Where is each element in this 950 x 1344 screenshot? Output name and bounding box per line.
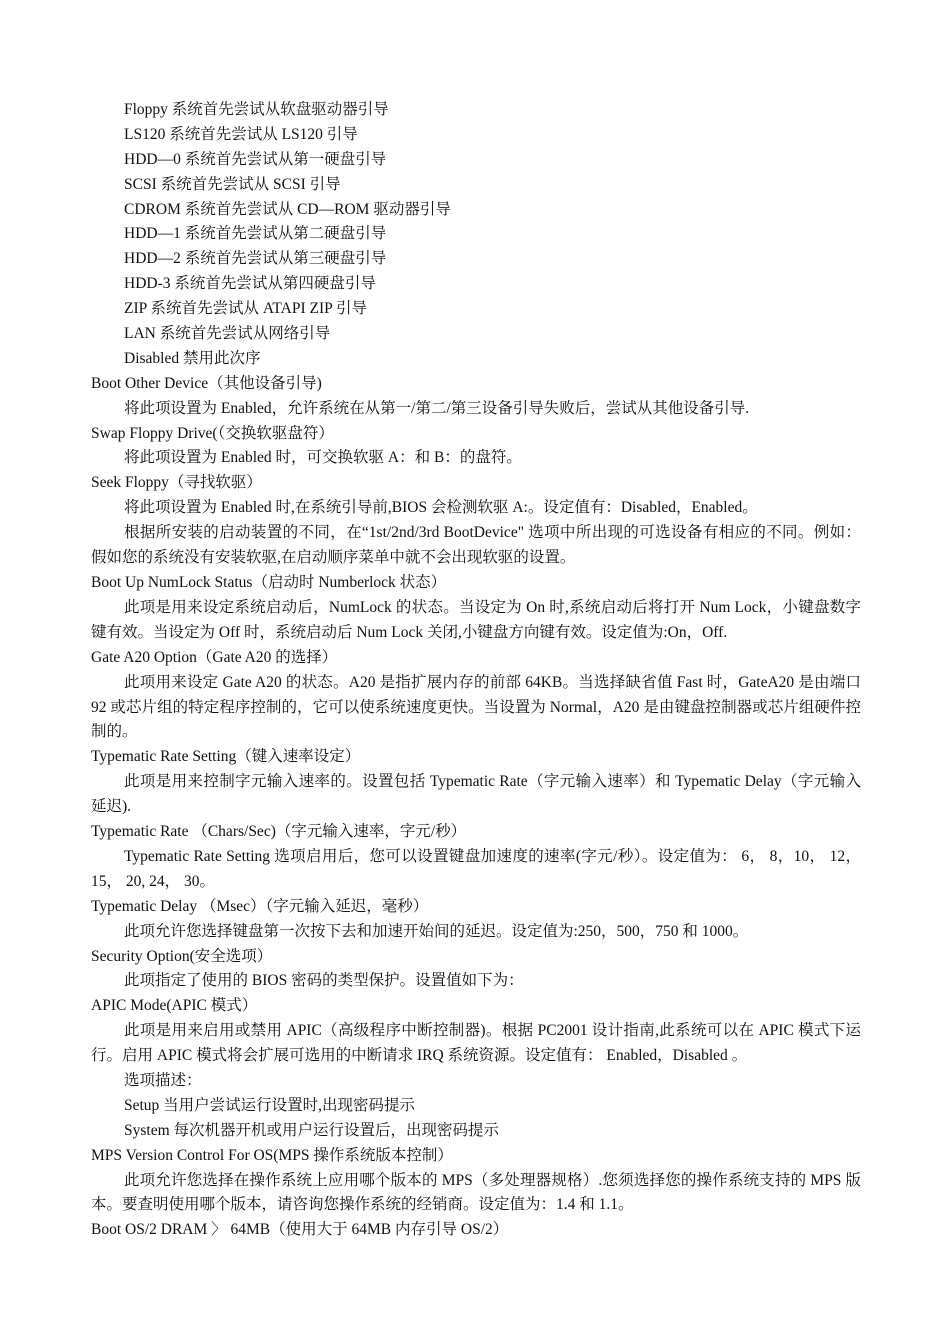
boot-option-scsi: SCSI 系统首先尝试从 SCSI 引导 xyxy=(124,175,341,193)
section-heading-boot-os2-dram: Boot OS/2 DRAM 〉 64MB（使用大于 64MB 内存引导 OS/2） xyxy=(91,1221,509,1239)
apic-mode-text: 此项是用来启用或禁用 APIC（高级程序中断控制器)。根据 PC2001 设计指南,此系统可以在 APIC 模式下运行。启用 APIC 模式将会扩展可选用的中断请求 IRQ 系统资源。设定值有： Enabled，Disabled 。 xyxy=(91,1022,861,1065)
swap-floppy-text: 将此项设置为 Enabled 时，可交换软驱 A：和 B：的盘符。 xyxy=(124,449,522,467)
boot-option-lan: LAN 系统首先尝试从网络引导 xyxy=(124,325,331,343)
boot-option-cdrom: CDROM 系统首先尝试从 CD—ROM 驱动器引导 xyxy=(124,200,451,218)
boot-option-floppy: Floppy 系统首先尝试从软盘驱动器引导 xyxy=(124,101,389,118)
boot-option-hdd2: HDD—2 系统首先尝试从第三硬盘引导 xyxy=(124,250,387,268)
boot-option-hdd1: HDD—1 系统首先尝试从第二硬盘引导 xyxy=(124,225,387,243)
section-heading-apic-mode: APIC Mode(APIC 模式） xyxy=(91,997,258,1015)
setup-option-description: Setup 当用户尝试运行设置时,出现密码提示 xyxy=(124,1096,416,1114)
gate-a20-text: 此项用来设定 Gate A20 的状态。A20 是指扩展内存的前部 64KB。当选择缺省值 Fast 时，GateA20 是由端口 92 或芯片组的特定程序控制的，它可以使系统速度更快。当设置为 Normal，A20 是由键盘控制器或芯片组硬件控制的。 xyxy=(91,673,861,741)
section-heading-typematic-rate-setting: Typematic Rate Setting（键入速率设定） xyxy=(91,748,361,766)
section-heading-swap-floppy: Swap Floppy Drive(（交换软驱盘符） xyxy=(91,424,334,442)
section-heading-mps-version: MPS Version Control For OS(MPS 操作系统版本控制） xyxy=(91,1146,453,1164)
section-heading-numlock: Boot Up NumLock Status（启动时 Numberlock 状态） xyxy=(91,574,447,591)
boot-other-device-text: 将此项设置为 Enabled，允许系统在从第一/第二/第三设备引导失败后，尝试从其他设备引导. xyxy=(124,399,750,417)
section-heading-gate-a20: Gate A20 Option（Gate A20 的选择） xyxy=(91,648,338,666)
boot-option-hdd3: HDD-3 系统首先尝试从第四硬盘引导 xyxy=(124,275,376,293)
section-heading-typematic-rate: Typematic Rate （Chars/Sec)（字元输入速率，字元/秒） xyxy=(91,823,467,841)
boot-option-hdd0: HDD—0 系统首先尝试从第一硬盘引导 xyxy=(124,150,387,168)
boot-option-zip: ZIP 系统首先尝试从 ATAPI ZIP 引导 xyxy=(124,300,368,318)
section-heading-typematic-delay: Typematic Delay （Msec）（字元输入延迟，毫秒） xyxy=(91,897,429,915)
section-heading-boot-other-device: Boot Other Device（其他设备引导) xyxy=(91,374,322,392)
option-description-label: 选项描述： xyxy=(124,1072,202,1090)
system-option-description: System 每次机器开机或用户运行设置后，出现密码提示 xyxy=(124,1121,500,1139)
boot-device-note-text: 根据所安装的启动装置的不同，在“1st/2nd/3rd BootDevice" 选项中所出现的可选设备有相应的不同。例如：假如您的系统没有安装软驱,在启动顺序菜单中就不会出现软驱的设置。 xyxy=(91,524,861,567)
typematic-rate-setting-text: 此项是用来控制字元输入速率的。设置包括 Typematic Rate（字元输入速率）和 Typematic Delay（字元输入延迟). xyxy=(91,773,861,816)
typematic-rate-text: Typematic Rate Setting 选项启用后，您可以设置键盘加速度的速率(字元/秒）。设定值为： 6， 8，10， 12， 15， 20, 24， 30。 xyxy=(91,847,861,890)
section-heading-security-option: Security Option(安全选项） xyxy=(91,947,273,965)
typematic-delay-text: 此项允许您选择键盘第一次按下去和加速开始间的延迟。设定值为:250，500，750 和 1000。 xyxy=(124,922,749,940)
document-body xyxy=(91,98,861,1243)
section-heading-seek-floppy: Seek Floppy（寻找软驱） xyxy=(91,474,262,492)
boot-option-ls120: LS120 系统首先尝试从 LS120 引导 xyxy=(124,125,358,143)
mps-version-text: 此项允许您选择在操作系统上应用哪个版本的 MPS（多处理器规格）.您须选择您的操作系统支持的 MPS 版本。要查明使用哪个版本，请咨询您操作系统的经销商。设定值为：1.4 和 1.1。 xyxy=(91,1171,861,1214)
boot-option-disabled: Disabled 禁用此次序 xyxy=(124,349,261,367)
security-option-text: 此项指定了使用的 BIOS 密码的类型保护。设置值如下为： xyxy=(124,972,524,990)
numlock-text: 此项是用来设定系统启动后，NumLock 的状态。当设定为 On 时,系统启动后将打开 Num Lock，小键盘数字键有效。当设定为 Off 时，系统启动后 Num Lock 关闭,小键盘方向键有效。设定值为:On，Off. xyxy=(91,598,861,641)
seek-floppy-text: 将此项设置为 Enabled 时,在系统引导前,BIOS 会检测软驱 A:。设定值有：Disabled，Enabled。 xyxy=(124,499,758,517)
